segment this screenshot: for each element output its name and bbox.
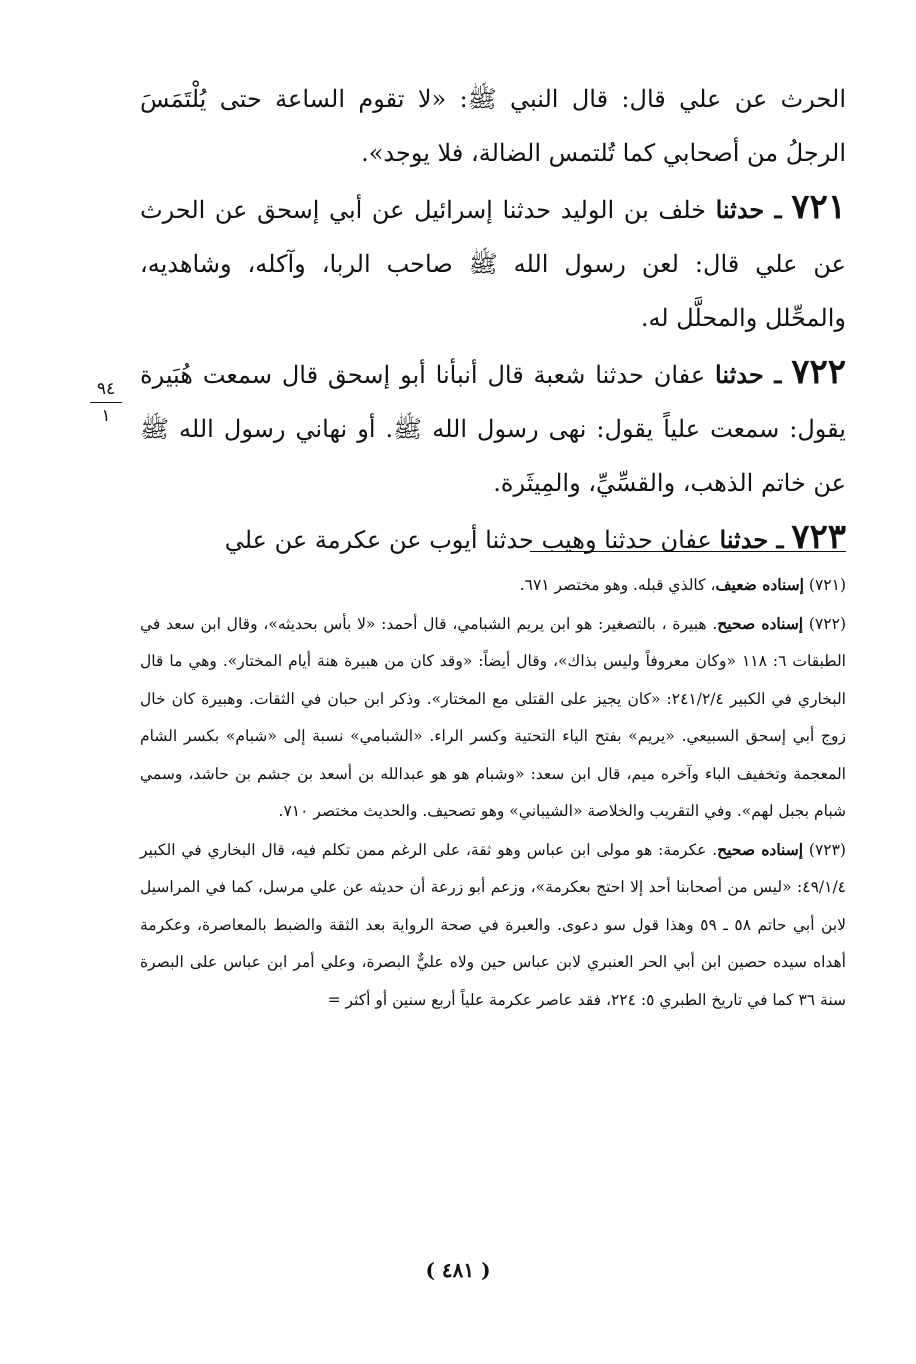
hadith-body: عفان حدثنا شعبة قال أنبأنا أبو إسحق قال سمعت هُبَيرة يقول: سمعت علياً يقول: نهى رسول الله ﷺ. أو نهاني رسول الله ﷺ عن خاتم الذهب، والقسِّيِّ، والمِيثَرة. — [140, 361, 846, 497]
footnote-ref: (٧٢٢) — [808, 614, 846, 633]
hadith-number: ٧٢٢ — [791, 352, 846, 392]
marginal-divider — [90, 402, 122, 403]
footnote-grade: إسناده ضعيف — [715, 575, 804, 594]
footnote-ref: (٧٢١) — [808, 576, 846, 594]
footnotes — [140, 566, 846, 1019]
marginal-part: ١ — [101, 406, 111, 426]
hadith-721 — [140, 180, 846, 345]
hadith-body: خلف بن الوليد حدثنا إسرائيل عن أبي إسحق عن الحرث عن علي قال: لعن رسول الله ﷺ صاحب الربا، وآكله، وشاهديه، والمحِّلل والمحلَّل له. — [140, 196, 846, 332]
footnote-723 — [140, 831, 846, 1020]
hadith-720-continuation: الحرث عن علي قال: قال النبي ﷺ: «لا تقوم الساعة حتى يُلْتَمَسَ الرجلُ من أصحابي كما تُلتمس الضالة، فلا يوجد». — [140, 85, 846, 167]
hadith-body: عفان حدثنا وهيب حدثنا أيوب عن عكرمة عن علي — [224, 526, 712, 554]
hadith-number: ٧٢١ — [791, 187, 846, 227]
footnote-722 — [140, 605, 846, 831]
footnote-grade: إسناده صحيح — [717, 613, 804, 633]
page-number: ( ٤٨١ ) — [425, 1258, 491, 1282]
hadith-723 — [140, 510, 846, 567]
hadith-number: ٧٢٣ — [791, 517, 846, 557]
hadith-keyword: ـ حدثنا — [719, 525, 784, 554]
footnote-separator — [530, 551, 846, 552]
footnote-grade: إسناده صحيح — [717, 839, 804, 859]
hadith-keyword: ـ حدثنا — [715, 195, 782, 224]
hadith-keyword: ـ حدثنا — [715, 360, 782, 389]
marginal-reference — [86, 378, 126, 427]
hadith-text — [140, 72, 846, 567]
marginal-volume-page: ٩٤ — [96, 379, 116, 399]
footnote-text: . هبيرة ، بالتصغير: هو ابن يريم الشبامي، قال أحمد: «لا بأس بحديثه»، وقال ابن سعد في الطبقات ٦: ١١٨ «وكان معروفاً وليس بذاك»، وقال أيضاً: «وقد كان من هبيرة هنة أيام المختار». وهي ما قال البخاري في الكبير ٢٤١/٢/٤: «كان يجيز على القتلى مع المختار». وذكر ابن حبان في الثقات. وهبيرة كان خال زوج أبي إسحق السبيعي. «يريم» بفتح الياء التحتية وكسر الراء. «الشبامي» نسبة إلى «شبام» بكسر الشام المعجمة وتخفيف الباء وآخره ميم، قال ابن سعد: «وشبام هو هو عبدالله بن أسعد بن جشم بن حاشد، وسمي شبام بجبل لهم». وفي التقريب والخلاصة «الشيباني» وهو تصحيف. والحديث مختصر ٧١٠. — [140, 614, 846, 820]
footnote-ref: (٧٢٣) — [808, 840, 846, 859]
footnote-text: ، كالذي قبله. وهو مختصر ٦٧١. — [519, 576, 716, 594]
footnote-721 — [140, 566, 846, 605]
footnote-text: . عكرمة: هو مولى ابن عباس وهو ثقة، على الرغم ممن تكلم فيه، قال البخاري في الكبير ٤٩/١/٤: «ليس من أصحابنا أحد إلا احتج بعكرمة»، وزعم أبو زرعة أن حديثه عن علي مرسل، كما في المراسيل لابن أبي حاتم ٥٨ ـ ٥٩ وهذا قول سو دعوى. والعبرة في صحة الرواية بعد الثقة والضبط بالمعاصرة، وعكرمة أهداه سيده حصين ابن أبي الحر العنبري لابن عباس حين ولاه عليٌّ البصرة، وعلي أمر ابن عباس على البصرة سنة ٣٦ كما في تاريخ الطبري ٥: ٢٢٤، فقد عاصر عكرمة علياً أربع سنين أو أكثر = — [140, 840, 846, 1009]
hadith-722 — [140, 345, 846, 510]
